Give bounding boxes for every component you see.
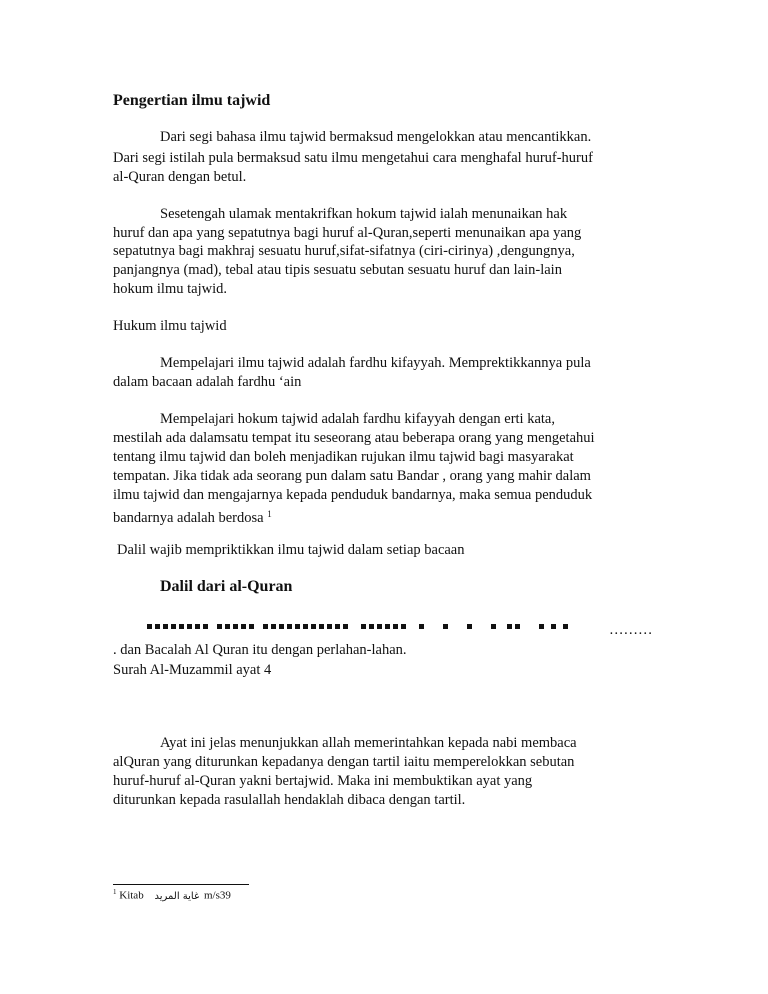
paragraph-line: hokum ilmu tajwid. — [113, 281, 227, 297]
paragraph-line: tentang ilmu tajwid dan boleh menjadikan rujukan ilmu tajwid bagi masyarakat — [113, 449, 574, 465]
paragraph-line: huruf dan apa yang sepatutnya bagi huruf al-Quran,seperti menunaikan apa yang — [113, 225, 582, 241]
paragraph-line: alQuran yang diturunkan kepadanya dengan tartil iaitu memperelokkan sebutan — [113, 754, 575, 770]
paragraph-line: Ayat ini jelas menunjukkan allah memerintahkan kepada nabi membaca — [160, 735, 577, 751]
footnote-label: Kitab — [119, 889, 144, 902]
dalil-intro: Dalil wajib mempriktikkan ilmu tajwid dalam setiap bacaan — [117, 542, 465, 558]
verse-translation: . dan Bacalah Al Quran itu dengan perlahan-lahan. — [113, 642, 407, 658]
paragraph-line — [113, 505, 272, 527]
paragraph-line: Sesetengah ulamak mentakrifkan hokum tajwid ialah menunaikan hak — [160, 206, 568, 222]
paragraph-line: Mempelajari hokum tajwid adalah fardhu kifayyah dengan erti kata, — [160, 411, 555, 427]
paragraph-line: tempatan. Jika tidak ada seorang pun dalam satu Bandar , orang yang mahir dalam — [113, 468, 591, 484]
footnote-number: 1 — [113, 888, 117, 896]
paragraph-line: mestilah ada dalamsatu tempat itu seseorang atau beberapa orang yang mengetahui — [113, 430, 595, 446]
main-heading: Pengertian ilmu tajwid — [113, 92, 271, 109]
paragraph-line: al-Quran dengan betul. — [113, 169, 247, 185]
paragraph-line: diturunkan kepada rasulallah hendaklah dibaca dengan tartil. — [113, 792, 466, 808]
paragraph-line: Mempelajari ilmu tajwid adalah fardhu kifayyah. Memprektikkannya pula — [160, 355, 591, 371]
verse-ellipsis: ……… — [609, 622, 653, 638]
paragraph-line: panjangnya (mad), tebal atau tipis sesuatu sebutan sesuatu huruf dan lain-lain — [113, 262, 562, 278]
paragraph-line: sepatutnya bagi makhraj sesuatu huruf,sifat-sifatnya (ciri-cirinya) ,dengungnya, — [113, 243, 575, 259]
paragraph-line-text: bandarnya adalah berdosa — [113, 510, 268, 526]
dalil-heading: Dalil dari al-Quran — [160, 578, 293, 595]
footnote-page: m/s39 — [203, 889, 231, 902]
hukum-heading: Hukum ilmu tajwid — [113, 318, 227, 334]
paragraph-line: ilmu tajwid dan mengajarnya kepada penduduk bandarnya, maka semua penduduk — [113, 487, 593, 503]
paragraph-line: huruf-huruf al-Quran yakni bertajwid. Maka ini membuktikan ayat yang — [113, 773, 533, 789]
paragraph-line: Dari segi bahasa ilmu tajwid bermaksud mengelokkan atau mencantikkan. — [160, 129, 592, 145]
paragraph-line: dalam bacaan adalah fardhu ‘ain — [113, 374, 302, 390]
surah-reference: Surah Al-Muzammil ayat 4 — [113, 662, 272, 678]
footnote-reference[interactable]: 1 — [267, 509, 272, 519]
footnote — [113, 888, 231, 902]
footnote-arabic-title: غاية المريد — [154, 890, 200, 902]
paragraph-line: Dari segi istilah pula bermaksud satu ilmu mengetahui cara menghafal huruf-huruf — [113, 150, 593, 166]
footnote-separator — [113, 884, 249, 885]
arabic-verse-placeholder — [147, 618, 587, 632]
